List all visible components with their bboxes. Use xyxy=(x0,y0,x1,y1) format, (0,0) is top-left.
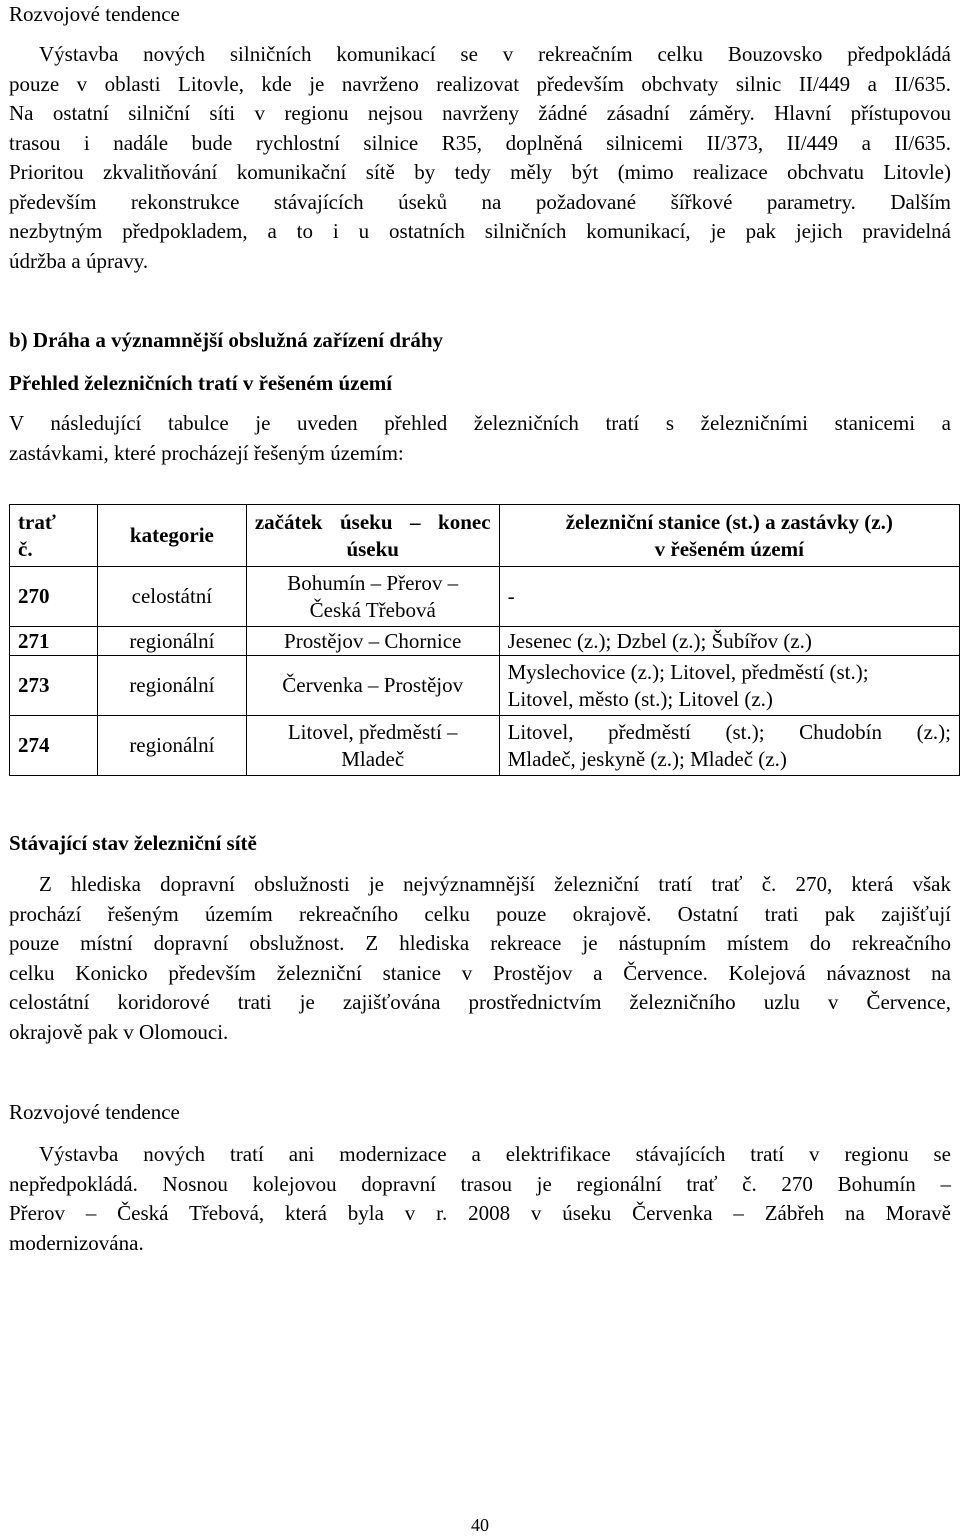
text-line: především rekonstrukce stávajících úseků na požadované šířkové parametry. Dalším xyxy=(9,189,951,214)
cell-stanice: Myslechovice (z.); Litovel, předměstí (st.); Litovel, město (st.); Litovel (z.) xyxy=(499,656,959,716)
section-heading-rozvojove-tendence-silnice: Rozvojové tendence xyxy=(9,2,180,26)
cell-usek: Litovel, předměstí – Mladeč xyxy=(246,716,499,776)
cell-trat: 274 xyxy=(10,716,98,776)
cell-trat: 270 xyxy=(10,567,98,627)
text-line: celku Konicko především železniční stanice v Prostějov a Července. Kolejová návaznost na xyxy=(9,960,951,985)
cell-usek: Bohumín – Přerov – Česká Třebová xyxy=(246,567,499,627)
page-number: 40 xyxy=(471,1515,489,1535)
table-row xyxy=(10,627,960,656)
cell-trat: 271 xyxy=(10,627,98,656)
paragraph-table-intro xyxy=(9,409,951,468)
header-stanice: železniční stanice (st.) a zastávky (z.) v řešeném území xyxy=(499,505,959,567)
text-line: Z hlediska dopravní obslužnosti je nejvýznamnější železniční tratí trať č. 270, která však xyxy=(39,872,951,896)
section-heading-rozvojove-tendence-draha: Rozvojové tendence xyxy=(9,1100,180,1124)
railway-table xyxy=(9,504,960,776)
text-line: zastávkami, které procházejí řešeným územím: xyxy=(9,440,404,465)
cell-kategorie: regionální xyxy=(97,656,246,716)
table-row xyxy=(10,656,960,716)
paragraph-silnice xyxy=(9,40,951,276)
table-row xyxy=(10,716,960,776)
text-line: Na ostatní silniční síti v regionu nejsou navrženy žádné zásadní záměry. Hlavní přístupovou xyxy=(9,101,951,125)
cell-trat: 273 xyxy=(10,656,98,716)
text-line: údržba a úpravy. xyxy=(9,248,149,273)
text-line: modernizována. xyxy=(9,1230,144,1255)
text-line: celostátní koridorové trati je zajišťována prostřednictvím železničního uzlu v Července, xyxy=(9,990,951,1014)
cell-stanice: Jesenec (z.); Dzbel (z.); Šubířov (z.) xyxy=(499,627,959,656)
section-heading-draha: b) Dráha a významnější obslužná zařízení dráhy xyxy=(9,328,444,352)
text-line: nepředpokládá. Nosnou kolejovou dopravní trasou je regionální trať č. 270 Bohumín – xyxy=(9,1171,951,1196)
cell-stanice: - xyxy=(499,567,959,627)
table-header-row xyxy=(10,505,960,567)
text-line: trasou i nadále bude rychlostní silnice R35, doplněná silnicemi II/373, II/449 a II/635. xyxy=(9,130,951,155)
paragraph-rozvoj-drahy xyxy=(9,1140,951,1258)
text-line: pouze místní dopravní obslužnost. Z hlediska rekreace je nástupním místem do rekreačního xyxy=(9,931,951,955)
text-line: nezbytným předpokladem, a to i u ostatních silničních komunikací, je pak jejich pravidelná xyxy=(9,219,951,243)
table-row xyxy=(10,567,960,627)
text-line: Přerov – Česká Třebová, která byla v r. 2008 v úseku Červenka – Zábřeh na Moravě xyxy=(9,1201,951,1225)
cell-stanice: Litovel, předměstí (st.); Chudobín (z.); Mladeč, jeskyně (z.); Mladeč (z.) xyxy=(499,716,959,776)
header-usek: začátek úseku – konec úseku xyxy=(246,505,499,567)
cell-usek: Prostějov – Chornice xyxy=(246,627,499,656)
paragraph-stavajici-stav xyxy=(9,870,951,1047)
header-kategorie: kategorie xyxy=(97,505,246,567)
header-trat: trať č. xyxy=(10,505,98,567)
subheading-prehled-trati: Přehled železničních tratí v řešeném území xyxy=(9,371,393,395)
text-line: Výstavba nových tratí ani modernizace a elektrifikace stávajících tratí v regionu se xyxy=(39,1142,951,1166)
text-line: okrajově pak v Olomouci. xyxy=(9,1019,229,1044)
text-line: Výstavba nových silničních komunikací se v rekreačním celku Bouzovsko předpokládá xyxy=(39,42,951,66)
cell-usek: Červenka – Prostějov xyxy=(246,656,499,716)
text-line: V následující tabulce je uveden přehled železničních tratí s železničními stanicemi a xyxy=(9,411,951,435)
cell-kategorie: regionální xyxy=(97,716,246,776)
text-line: pouze v oblasti Litovle, kde je navrženo realizovat především obchvaty silnic II/449 a II/635. xyxy=(9,71,951,96)
cell-kategorie: regionální xyxy=(97,627,246,656)
section-heading-stavajici-stav: Stávající stav železniční sítě xyxy=(9,831,257,855)
text-line: Prioritou zkvalitňování komunikační sítě by tedy měly být (mimo realizace obchvatu Litovle) xyxy=(9,160,951,184)
text-line: prochází řešeným územím rekreačního celku pouze okrajově. Ostatní trati pak zajišťují xyxy=(9,901,951,926)
cell-kategorie: celostátní xyxy=(97,567,246,627)
